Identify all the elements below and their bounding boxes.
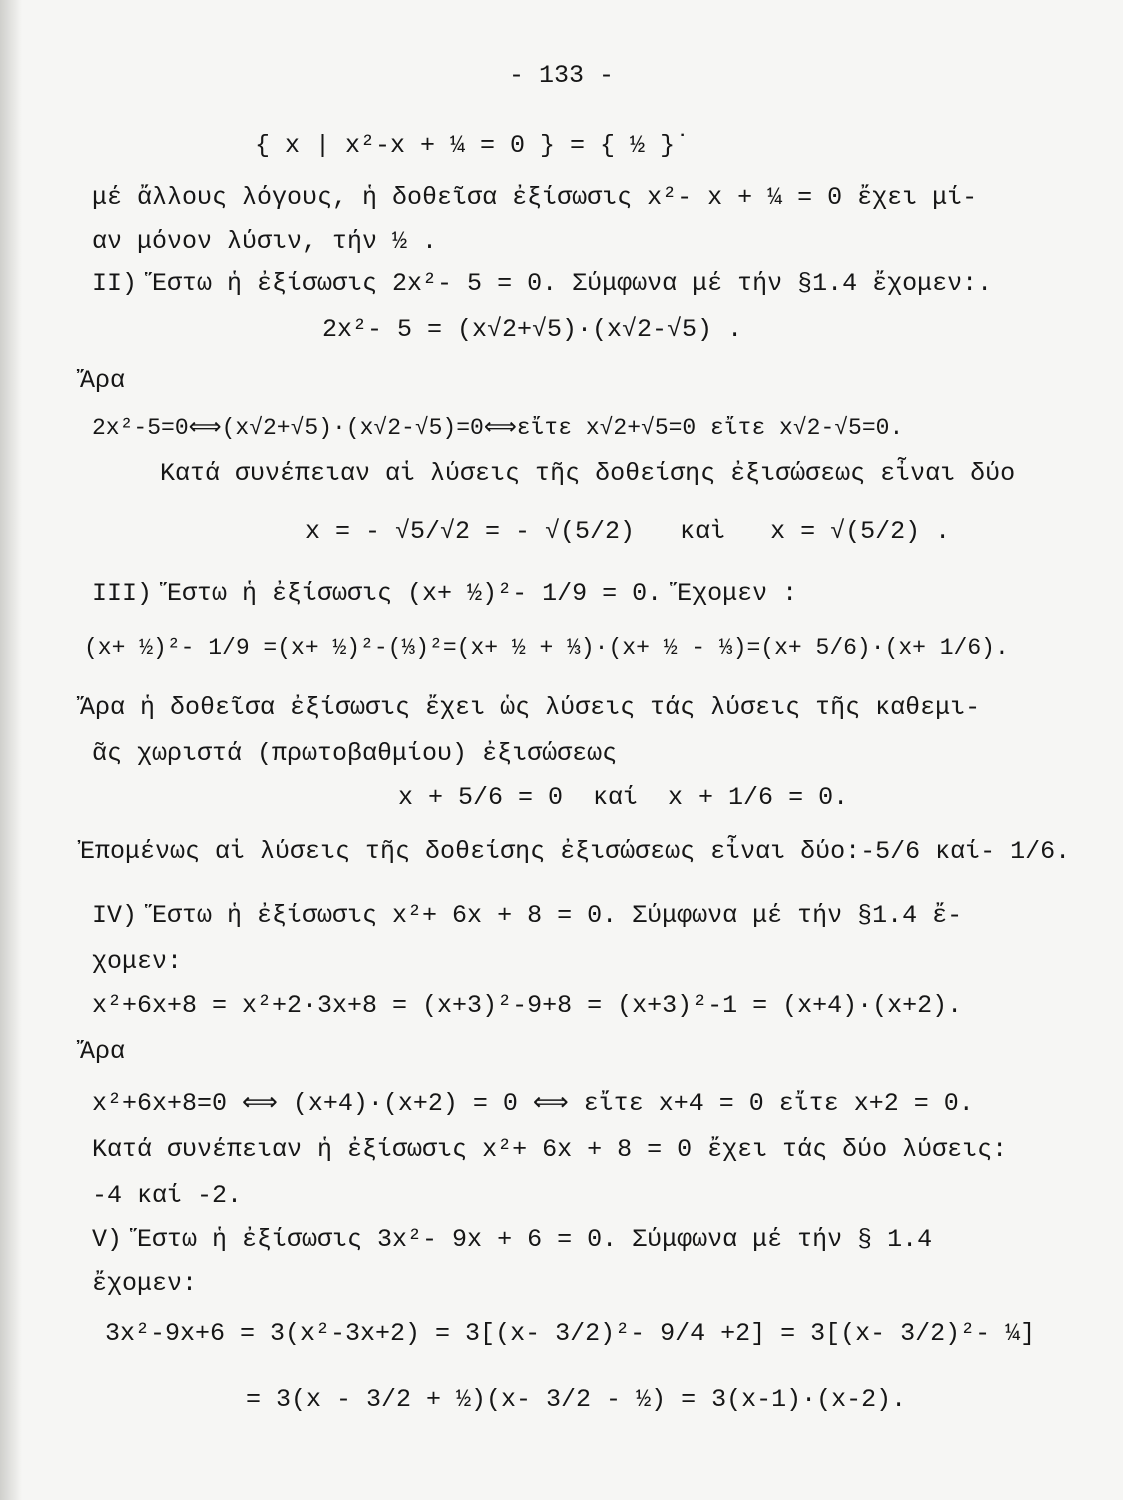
case-heading-iv: IV) Ἕστω ἡ ἐξίσωσις x²+ 6x + 8 = 0. Σύμφωνα μέ τήν §1.4 ἔ-: [92, 901, 963, 930]
case-heading-iii: III) Ἕστω ἡ ἐξίσωσις (x+ ½)²- 1/9 = 0. Ἕχομεν :: [92, 579, 798, 608]
text-line: -4 καί -2.: [92, 1181, 243, 1210]
text-line: μέ ἄλλους λόγους, ἡ δοθεῖσα ἐξίσωσις x²- x + ¼ = 0 ἔχει μί-: [92, 183, 978, 212]
equation-line: = 3(x - 3/2 + ½)(x- 3/2 - ½) = 3(x-1)·(x-2).: [246, 1385, 907, 1414]
equation-line: (x+ ½)²- 1/9 =(x+ ½)²-(⅓)²=(x+ ½ + ⅓)·(x+ ½ - ⅓)=(x+ 5/6)·(x+ 1/6).: [84, 635, 1009, 661]
text-line: Κατά συνέπειαν ἡ ἐξίσωσις x²+ 6x + 8 = 0 ἔχει τάς δύο λύσεις:: [92, 1135, 1008, 1164]
set-equation-line: { x | x²-x + ¼ = 0 } = { ½ }˙: [255, 131, 691, 160]
equation-line: 3x²-9x+6 = 3(x²-3x+2) = 3[(x- 3/2)²- 9/4 +2] = 3[(x- 3/2)²- ¼]: [105, 1319, 1036, 1348]
case-heading-ii: II) Ἕστω ἡ ἐξίσωσις 2x²- 5 = 0. Σύμφωνα μέ τήν §1.4 ἔχομεν:.: [92, 269, 993, 298]
text-line: χομεν:: [92, 947, 183, 976]
text-line: αν μόνον λύσιν, τήν ½ .: [92, 227, 438, 256]
equation-line: x²+6x+8=0 ⟺ (x+4)·(x+2) = 0 ⟺ εἴτε x+4 = 0 εἴτε x+2 = 0.: [92, 1089, 974, 1118]
text-line: Ἄρα ἡ δοθεῖσα ἐξίσωσις ἔχει ὡς λύσεις τάς λύσεις τῆς καθεμι-: [80, 693, 981, 722]
text-line: Κατά συνέπειαν αἱ λύσεις τῆς δοθείσης ἐξισώσεως εἶναι δύο: [160, 459, 1016, 488]
equation-line: 2x²-5=0⟺(x√2+√5)·(x√2-√5)=0⟺εἴτε x√2+√5=0 εἴτε x√2-√5=0.: [92, 415, 904, 441]
equation-line: x + 5/6 = 0 καί x + 1/6 = 0.: [398, 783, 849, 812]
text-line: Ἐπομένως αἱ λύσεις τῆς δοθείσης ἐξισώσεως εἶναι δύο:-5/6 καί- 1/6.: [80, 837, 1071, 866]
case-heading-v: V) Ἕστω ἡ ἐξίσωσις 3x²- 9x + 6 = 0. Σύμφωνα μέ τήν § 1.4: [92, 1225, 933, 1254]
equation-line: x²+6x+8 = x²+2·3x+8 = (x+3)²-9+8 = (x+3)²-1 = (x+4)·(x+2).: [92, 991, 963, 1020]
solutions-line: x = - √5/√2 = - √(5/2) καὶ x = √(5/2) .: [305, 517, 951, 546]
text-line: Ἄρα: [80, 366, 126, 395]
page-number: - 133 -: [508, 61, 615, 90]
page-edge-shadow: [0, 0, 22, 1500]
text-line: ᾶς χωριστά (πρωτοβαθμίου) ἐξισώσεως: [92, 739, 618, 768]
text-line: Ἄρα: [80, 1037, 126, 1066]
equation-line: 2x²- 5 = (x√2+√5)·(x√2-√5) .: [322, 315, 743, 344]
text-line: ἔχομεν:: [92, 1269, 198, 1298]
